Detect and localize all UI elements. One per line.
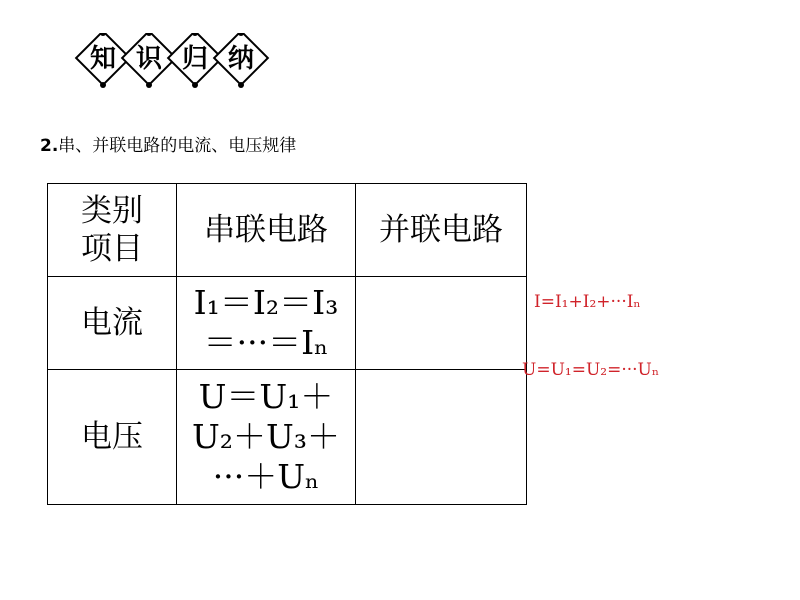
heading-text: 串、并联电路的电流、电压规律 [58,136,297,156]
series-voltage-line-3: ···＋Uₙ [212,457,320,496]
series-voltage-line-1: U＝U₁＋ [198,377,334,416]
parallel-current-cell [356,277,527,370]
section-banner [74,33,286,91]
row-label-voltage: 电压 [48,370,177,505]
series-current-cell [177,277,356,370]
series-current-line-2: ＝···＝Iₙ [203,323,329,362]
corner-label-item: 项目 [81,231,143,267]
corner-cell [48,184,177,277]
header-parallel: 并联电路 [356,184,527,277]
section-heading [40,131,296,156]
table-row-voltage [48,370,527,505]
note-parallel-voltage: U=U₁=U₂=···Uₙ [522,360,660,380]
series-voltage-line-2: U₂＋U₃＋ [191,417,341,456]
banner-char-2: 识 [135,44,163,74]
table-header-row [48,184,527,277]
row-label-current: 电流 [48,277,177,370]
heading-number: 2. [40,136,59,156]
series-voltage-cell [177,370,356,505]
table-row-current [48,277,527,370]
circuit-law-table [47,183,527,505]
header-series: 串联电路 [177,184,356,277]
corner-label-category: 类别 [81,193,143,229]
banner-graphic [74,33,286,91]
banner-char-4: 纳 [227,44,255,74]
parallel-voltage-cell [356,370,527,505]
note-parallel-current: I=I₁+I₂+···Iₙ [534,292,641,312]
banner-char-3: 归 [181,44,209,74]
series-current-line-1: I₁＝I₂＝I₃ [193,283,339,322]
banner-char-1: 知 [89,44,117,74]
